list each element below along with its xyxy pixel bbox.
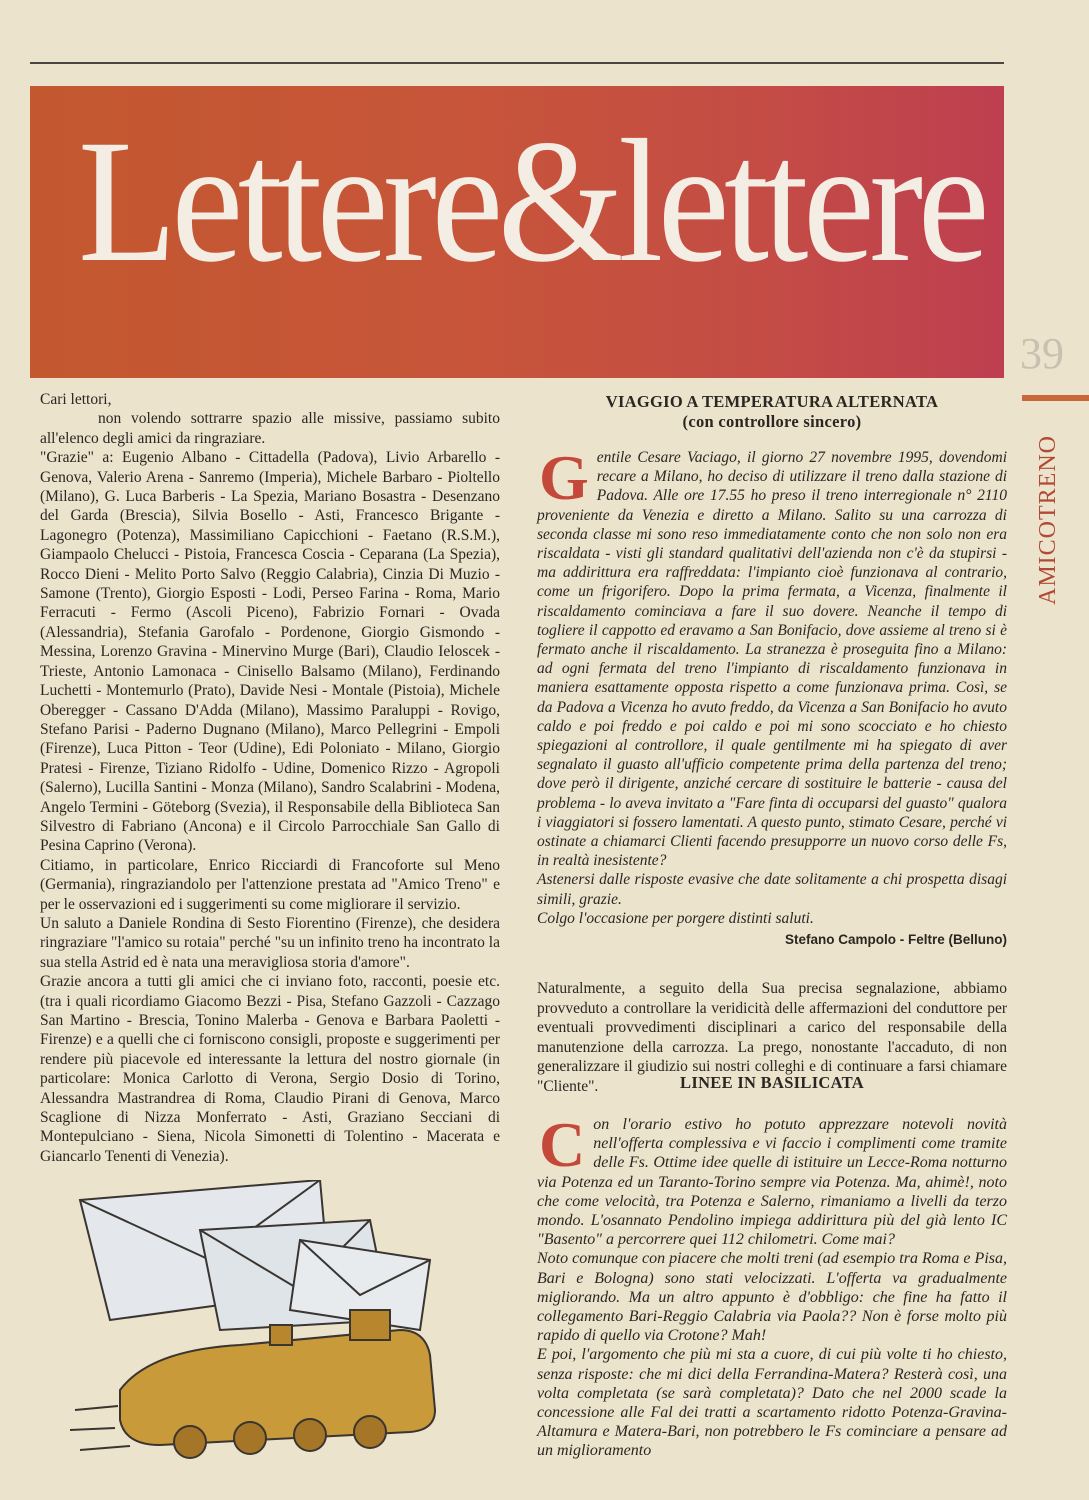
editorial-thanks-list: "Grazie" a: Eugenio Albano - Cittadella (Padova), Livio Arbarello - Genova, Valerio Arena - Sanremo (Imperia), Michele Barbaro - Pioltello (Milano), G. Luca Barberis - La Spezia, Mariano Bosastra - Desenzano del Garda (Brescia), Silvia Bosello - Asti, Francesco Brigante - Lagonegro (Potenza), Massimiliano Capicchioni - Faetano (R.S.M.), Giampaolo Chelucci - Pistoia, Francesca Coscia - Ceparana (La Spezia), Rocco Dieni - Melito Porto Salvo (Reggio Calabria), Cinzia Di Muzio - Samone (Trento), Giorgio Esposti - Lodi, Perseo Farina - Roma, Mario Ferracuti - Fermo (Ascoli Piceno), Fabrizio Fornari - Ovada (Alessandria), Stefania Garofalo - Pordenone, Giorgio Gismondo - Messina, Lorenzo Gravina - Minervino Murge (Bari), Claudio Ieloscek - Trieste, Antonio Lamonaca - Cinisello Balsamo (Milano), Ferdinando Luchetti - Montemurlo (Prato), Davide Nesi - Montale (Pistoia), Michele Oberegger - Cassano D'Adda (Milano), Massimo Paraluppi - Rovigo, Stefano Parisi - Paderno Dugnano (Milano), Marco Pellegrini - Empoli (Firenze), Luca Pitton - Teor (Udine), Edi Poloniato - Milano, Giorgio Pratesi - Firenze, Tiziano Ridolfo - Udine, Domenico Rizzo - Agropoli (Salerno), Lucilla Santini - Monza (Milano), Sandro Scalabrini - Modena, Angelo Termini - Göteborg (Svezia), il Responsabile della Biblioteca San Silvestro di Fabriano (Ancona) e il Circolo Parrocchiale San Gallo di Pesina Caprino (Verona). bbox=[40, 449, 500, 855]
reply-text: Naturalmente, a seguito della Sua precisa segnalazione, abbiamo provveduto a controllare la veridicità delle affermazioni del conduttore per eventuali provvedimenti disciplinari a carico del responsabile della manutenzione della carrozza. La prego, nonostante l'accaduto, di non generalizzare il giudizio sui nostri colleghi e di continuare a farsi chiamare "Cliente". bbox=[537, 980, 1007, 1095]
envelopes-train-illustration bbox=[70, 1180, 470, 1470]
article-basilicata bbox=[537, 1073, 1007, 1461]
editorial-intro: non volendo sottrarre spazio alle missive, passiamo subito all'elenco degli amici da ringraziare. bbox=[40, 410, 500, 447]
section-label-text: AMICOTRENO bbox=[1035, 435, 1061, 605]
letter-paragraph: entile Cesare Vaciago, il giorno 27 novembre 1995, dovendomi recare a Milano, ho deciso di utilizzare il treno dalla stazione di Padova. Alle ore 17.55 ho preso il treno interregionale n° 2110 proveniente da Venezia e diretto a Milano. Salito su una carrozza di seconda classe mi sono reso immediatamente conto che non solo non era riscaldata - visti gli standard qualitativi dell'azienda non c'è da stupirsi - ma addirittura era raffreddata: l'impianto cioè funzionava al contrario, come un frigorifero. Dopo la prima fermata, a Vicenza, finalmente il riscaldamento cominciava a fare il suo dovere. Neanche il tempo di togliere il cappotto ed eravamo a San Bonifacio, dove assieme al treno si è fermato anche il riscaldamento. La stranezza è proseguita fino a Milano: ad ogni fermata del treno l'impianto di riscaldamento funzionava in maniera esattamente opposta rispetto a come funzionava prima. Così, se da Padova a Vicenza ho avuto freddo, da Vicenza a San Bonifacio ho avuto caldo e poi freddo e poi caldo e poi mi sono scocciato e ho chiesto spiegazioni al controllore, il quale gentilmente mi ha spiegato di aver segnalato il guasto all'ufficio competente prima della partenza del treno; dove però il dirigente, anziché cercare di sostituire le batterie - causa del problema - lo aveva invitato a "Fare finta di occuparsi del guasto" qualora i viaggiatori si fossero lamentati. A questo punto, stimato Cesare, perché vi ostinate a chiamarci Clienti facendo presupporre un nuovo corso delle Fs, in realtà inesistente? bbox=[537, 449, 1007, 870]
letter-paragraph: Astenersi dalle risposte evasive che date solitamente a chi prospetta disagi simili, grazie. bbox=[537, 871, 1007, 908]
letter2-paragraph: on l'orario estivo ho potuto apprezzare notevoli novità nell'offerta complessiva e vi faccio i complimenti come tramite delle Fs. Ottime idee quelle di istituire un Lecce-Roma notturno via Potenza ed un Taranto-Torino sempre via Potenza. Ma, ahimè!, noto che come velocità, tra Potenza e Salerno, rimaniamo a livelli da terzo mondo. L'osannato Pendolino impiega addirittura più del già lento IC "Basento" a percorrere quei 112 chilometri. Come mai? bbox=[537, 1116, 1007, 1249]
top-rule bbox=[30, 62, 1004, 64]
side-accent-bar bbox=[1022, 395, 1089, 401]
editorial-citation: Citiamo, in particolare, Enrico Ricciardi di Francoforte sul Meno (Germania), ringraziandolo per l'attenzione prestata ad "Amico Treno" e per le osservazioni ed i suggerimenti su come migliorare il servizio. bbox=[40, 856, 500, 913]
letter-paragraph: Colgo l'occasione per porgere distinti saluti. bbox=[537, 909, 814, 927]
dropcap-letter: C bbox=[539, 1109, 586, 1180]
article2-title: LINEE IN BASILICATA bbox=[680, 1073, 864, 1092]
masthead-banner bbox=[30, 86, 1004, 378]
article-title-line2: (con controllore sincero) bbox=[682, 412, 862, 431]
editorial-greeting: Un saluto a Daniele Rondina di Sesto Fiorentino (Firenze), che desidera ringraziare "l'amico su rotaia" perché "su un infinito treno ha incontrato la sua stella Astrid ed è nata una meravigliosa storia d'amore". bbox=[40, 914, 500, 971]
page-number: 39 bbox=[1020, 329, 1064, 378]
letter2-paragraph: Noto comunque con piacere che molti treni (ad esempio tra Roma e Pisa, Bari e Bologna) sono stati velocizzati. L'offerta va gradualmente migliorando. Ma un altro appunto è d'obbligo: che fine ha fatto il collegamento Bari-Reggio Calabria via Paola?? Non è forse molto più rapido di quello via Crotone? Mah! bbox=[537, 1250, 1007, 1345]
letter-signature: Stefano Campolo - Feltre (Belluno) bbox=[784, 932, 1007, 948]
editorial-column bbox=[40, 390, 500, 1166]
editorial-salutation: Cari lettori, bbox=[40, 391, 112, 408]
letter-body bbox=[537, 442, 1007, 949]
dropcap-letter: G bbox=[539, 442, 589, 513]
letter2-body bbox=[537, 1109, 1007, 1461]
article-viaggio bbox=[537, 392, 1007, 1096]
editorial-closing: Grazie ancora a tutti gli amici che ci inviano foto, racconti, poesie etc. (tra i quali ricordiamo Giacomo Bezzi - Pisa, Stefano Gazzoli - Cazzago San Martino - Brescia, Tonino Malerba - Genova e Barbara Paoletti - Firenze) e a quelli che ci forniscono consigli, proposte e suggerimenti per rendere più piacevole ed interessante la lettura del nostro giornale (in particolare: Monica Carlotto di Verona, Sergio Dosio di Torino, Alessandra Mastrandrea di Roma, Claudio Pirani di Genova, Marco Scaglione di Nizza Monferrato - Asti, Graziano Secciani di Montepulciano - Siena, Nicola Simonetti di Tolentino - Macerata e Giancarlo Tenenti di Venezia). bbox=[40, 973, 500, 1165]
train-icon bbox=[70, 1310, 435, 1458]
masthead-title: Lettere&lettere bbox=[78, 104, 985, 299]
article-title-line1: VIAGGIO A TEMPERATURA ALTERNATA bbox=[605, 392, 939, 411]
letter2-paragraph: E poi, l'argomento che più mi sta a cuore, di cui più volte ti ho chiesto, senza risposte: che mi dici della Ferrandina-Matera? Resterà così, una volta completata (se sarà completata)? Dato che nel 2000 scade la concessione alle Fal dei tratti a scartamento ridotto Potenza-Gravina-Altamura e Matera-Bari, non potrebbero le Fs cominciare a pensare ad un miglioramento bbox=[537, 1346, 1007, 1460]
